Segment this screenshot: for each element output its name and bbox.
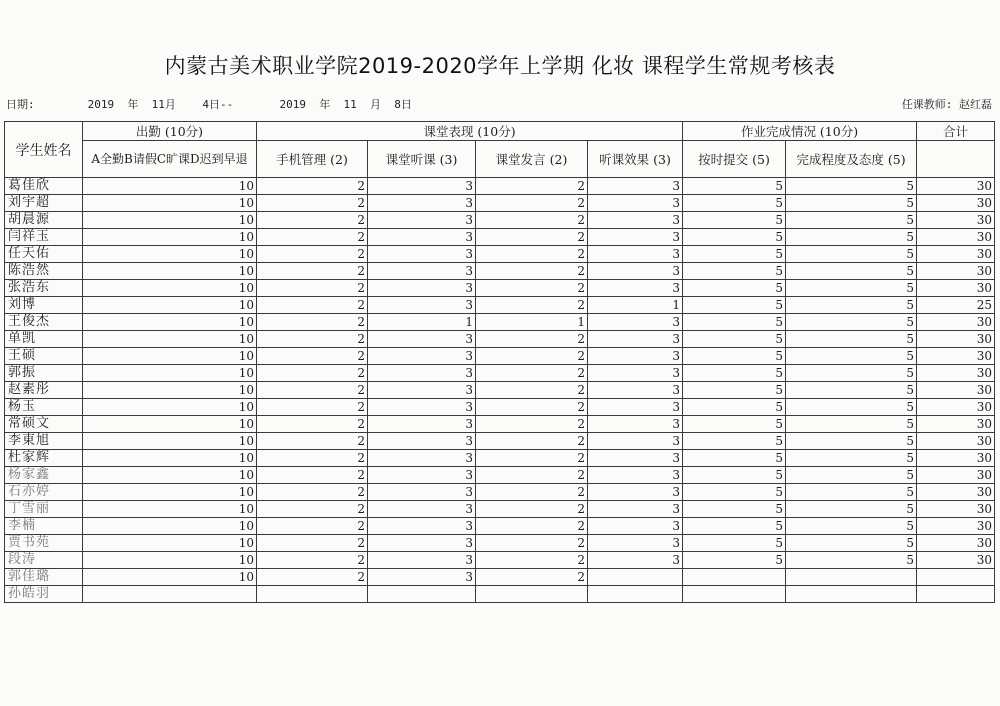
- table-row: [5, 331, 995, 348]
- cell-attendance: 10: [83, 450, 257, 467]
- cell-attendance: 10: [83, 518, 257, 535]
- cell-speaking: 2: [476, 331, 588, 348]
- cell-total: 30: [917, 331, 995, 348]
- header-column-row: [5, 141, 995, 178]
- cell-name: 闫祥玉: [5, 229, 83, 246]
- cell-total: 30: [917, 433, 995, 450]
- cell-total: 30: [917, 552, 995, 569]
- cell-ontime: [683, 586, 786, 603]
- cell-phone: 2: [257, 484, 368, 501]
- table-row: [5, 586, 995, 603]
- cell-ontime: 5: [683, 433, 786, 450]
- table-row: [5, 501, 995, 518]
- cell-name: 刘博: [5, 297, 83, 314]
- cell-phone: 2: [257, 416, 368, 433]
- cell-effect: 3: [588, 280, 683, 297]
- assessment-table: [4, 121, 995, 603]
- cell-attendance: 10: [83, 348, 257, 365]
- cell-speaking: 2: [476, 535, 588, 552]
- cell-quality: [786, 586, 917, 603]
- cell-listening: 3: [368, 382, 476, 399]
- cell-listening: [368, 586, 476, 603]
- cell-speaking: 2: [476, 280, 588, 297]
- cell-quality: 5: [786, 212, 917, 229]
- table-row: [5, 569, 995, 586]
- cell-total: 30: [917, 314, 995, 331]
- cell-speaking: 2: [476, 399, 588, 416]
- header-total-blank: [917, 141, 995, 178]
- cell-quality: 5: [786, 399, 917, 416]
- table-row: [5, 297, 995, 314]
- cell-quality: 5: [786, 263, 917, 280]
- cell-effect: 3: [588, 484, 683, 501]
- cell-quality: 5: [786, 416, 917, 433]
- cell-phone: 2: [257, 263, 368, 280]
- cell-effect: 3: [588, 348, 683, 365]
- cell-ontime: 5: [683, 348, 786, 365]
- cell-total: 30: [917, 178, 995, 195]
- table-row: [5, 263, 995, 280]
- table-row: [5, 552, 995, 569]
- cell-phone: 2: [257, 314, 368, 331]
- cell-effect: 3: [588, 212, 683, 229]
- cell-name: 贾书苑: [5, 535, 83, 552]
- cell-attendance: 10: [83, 382, 257, 399]
- cell-listening: 3: [368, 569, 476, 586]
- cell-name: 李楠: [5, 518, 83, 535]
- cell-attendance: 10: [83, 297, 257, 314]
- table-row: [5, 229, 995, 246]
- cell-name: 任天佑: [5, 246, 83, 263]
- cell-quality: 5: [786, 280, 917, 297]
- cell-effect: [588, 569, 683, 586]
- cell-listening: 3: [368, 433, 476, 450]
- cell-ontime: 5: [683, 365, 786, 382]
- cell-speaking: 2: [476, 416, 588, 433]
- header-listening: 课堂听课 (3): [368, 141, 476, 178]
- document-title: 内蒙古美术职业学院2019-2020学年上学期 化妆 课程学生常规考核表: [164, 54, 836, 78]
- cell-quality: 5: [786, 467, 917, 484]
- cell-name: 郭佳璐: [5, 569, 83, 586]
- cell-listening: 1: [368, 314, 476, 331]
- cell-attendance: 10: [83, 399, 257, 416]
- cell-speaking: 2: [476, 382, 588, 399]
- header-student-name: 学生姓名: [5, 122, 83, 178]
- cell-listening: 3: [368, 365, 476, 382]
- cell-quality: 5: [786, 297, 917, 314]
- cell-phone: 2: [257, 399, 368, 416]
- table-row: [5, 382, 995, 399]
- header-quality: 完成程度及态度 (5): [786, 141, 917, 178]
- cell-quality: 5: [786, 314, 917, 331]
- cell-effect: 3: [588, 382, 683, 399]
- cell-total: [917, 569, 995, 586]
- cell-name: 葛佳欣: [5, 178, 83, 195]
- cell-ontime: 5: [683, 416, 786, 433]
- cell-ontime: [683, 569, 786, 586]
- cell-ontime: 5: [683, 467, 786, 484]
- cell-phone: 2: [257, 433, 368, 450]
- cell-speaking: 2: [476, 484, 588, 501]
- cell-listening: 3: [368, 348, 476, 365]
- cell-effect: 3: [588, 195, 683, 212]
- cell-listening: 3: [368, 450, 476, 467]
- cell-effect: 3: [588, 535, 683, 552]
- table-row: [5, 348, 995, 365]
- cell-quality: 5: [786, 195, 917, 212]
- cell-phone: 2: [257, 552, 368, 569]
- cell-attendance: 10: [83, 229, 257, 246]
- cell-quality: 5: [786, 382, 917, 399]
- table-row: [5, 399, 995, 416]
- cell-total: 30: [917, 348, 995, 365]
- cell-total: 30: [917, 535, 995, 552]
- cell-effect: 3: [588, 450, 683, 467]
- cell-listening: 3: [368, 535, 476, 552]
- header-effect: 听课效果 (3): [588, 141, 683, 178]
- table-row: [5, 195, 995, 212]
- cell-ontime: 5: [683, 280, 786, 297]
- cell-listening: 3: [368, 246, 476, 263]
- cell-speaking: 2: [476, 518, 588, 535]
- cell-ontime: 5: [683, 484, 786, 501]
- cell-speaking: 2: [476, 178, 588, 195]
- cell-listening: 3: [368, 552, 476, 569]
- cell-effect: 3: [588, 246, 683, 263]
- cell-attendance: 10: [83, 535, 257, 552]
- cell-phone: 2: [257, 569, 368, 586]
- cell-total: 30: [917, 416, 995, 433]
- cell-effect: 3: [588, 365, 683, 382]
- cell-quality: 5: [786, 348, 917, 365]
- cell-name: 石亦婷: [5, 484, 83, 501]
- table-row: [5, 212, 995, 229]
- cell-name: 刘宇超: [5, 195, 83, 212]
- cell-listening: 3: [368, 331, 476, 348]
- cell-quality: 5: [786, 365, 917, 382]
- cell-listening: 3: [368, 467, 476, 484]
- cell-ontime: 5: [683, 297, 786, 314]
- cell-ontime: 5: [683, 535, 786, 552]
- cell-total: [917, 586, 995, 603]
- cell-phone: 2: [257, 297, 368, 314]
- cell-listening: 3: [368, 518, 476, 535]
- cell-name: 王硕: [5, 348, 83, 365]
- cell-attendance: 10: [83, 314, 257, 331]
- table-row: [5, 484, 995, 501]
- cell-quality: 5: [786, 518, 917, 535]
- cell-effect: 3: [588, 467, 683, 484]
- cell-name: 胡晨源: [5, 212, 83, 229]
- cell-effect: 3: [588, 399, 683, 416]
- table-body: [5, 178, 995, 603]
- cell-name: 郭振: [5, 365, 83, 382]
- cell-speaking: 2: [476, 263, 588, 280]
- header-group-total: 合计: [917, 122, 995, 141]
- cell-phone: 2: [257, 331, 368, 348]
- cell-phone: 2: [257, 280, 368, 297]
- cell-attendance: 10: [83, 195, 257, 212]
- table-row: [5, 450, 995, 467]
- cell-ontime: 5: [683, 450, 786, 467]
- header-phone: 手机管理 (2): [257, 141, 368, 178]
- cell-name: 孙皓羽: [5, 586, 83, 603]
- cell-total: 30: [917, 518, 995, 535]
- cell-effect: 3: [588, 433, 683, 450]
- cell-attendance: 10: [83, 416, 257, 433]
- header-ontime: 按时提交 (5): [683, 141, 786, 178]
- cell-attendance: [83, 586, 257, 603]
- cell-attendance: 10: [83, 552, 257, 569]
- cell-speaking: 2: [476, 467, 588, 484]
- cell-effect: 3: [588, 518, 683, 535]
- cell-attendance: 10: [83, 467, 257, 484]
- cell-name: 杨玉: [5, 399, 83, 416]
- cell-total: 30: [917, 365, 995, 382]
- cell-total: 30: [917, 467, 995, 484]
- cell-attendance: 10: [83, 501, 257, 518]
- cell-total: 30: [917, 280, 995, 297]
- cell-speaking: 2: [476, 195, 588, 212]
- cell-listening: 3: [368, 297, 476, 314]
- cell-attendance: 10: [83, 365, 257, 382]
- cell-name: 单凯: [5, 331, 83, 348]
- cell-listening: 3: [368, 501, 476, 518]
- cell-ontime: 5: [683, 552, 786, 569]
- table-row: [5, 365, 995, 382]
- cell-quality: 5: [786, 450, 917, 467]
- cell-speaking: [476, 586, 588, 603]
- table-row: [5, 467, 995, 484]
- cell-speaking: 2: [476, 212, 588, 229]
- cell-effect: 3: [588, 552, 683, 569]
- header-group-attendance: 出勤 (10分): [83, 122, 257, 141]
- cell-quality: 5: [786, 535, 917, 552]
- cell-phone: 2: [257, 246, 368, 263]
- cell-name: 丁雪丽: [5, 501, 83, 518]
- cell-name: 陈浩然: [5, 263, 83, 280]
- header-group-row: [5, 122, 995, 141]
- cell-quality: 5: [786, 484, 917, 501]
- cell-phone: 2: [257, 467, 368, 484]
- cell-listening: 3: [368, 263, 476, 280]
- cell-speaking: 2: [476, 365, 588, 382]
- cell-effect: 3: [588, 229, 683, 246]
- cell-quality: 5: [786, 331, 917, 348]
- cell-phone: 2: [257, 178, 368, 195]
- cell-listening: 3: [368, 484, 476, 501]
- cell-speaking: 1: [476, 314, 588, 331]
- cell-phone: 2: [257, 382, 368, 399]
- cell-attendance: 10: [83, 280, 257, 297]
- table-row: [5, 416, 995, 433]
- cell-effect: 3: [588, 331, 683, 348]
- cell-ontime: 5: [683, 518, 786, 535]
- cell-effect: [588, 586, 683, 603]
- cell-speaking: 2: [476, 501, 588, 518]
- cell-ontime: 5: [683, 212, 786, 229]
- cell-name: 赵素彤: [5, 382, 83, 399]
- cell-phone: 2: [257, 518, 368, 535]
- table-row: [5, 246, 995, 263]
- cell-name: 常硕文: [5, 416, 83, 433]
- cell-speaking: 2: [476, 246, 588, 263]
- table-row: [5, 280, 995, 297]
- cell-total: 30: [917, 382, 995, 399]
- cell-total: 30: [917, 246, 995, 263]
- cell-effect: 1: [588, 297, 683, 314]
- cell-speaking: 2: [476, 433, 588, 450]
- cell-total: 30: [917, 450, 995, 467]
- cell-quality: 5: [786, 246, 917, 263]
- header-speaking: 课堂发言 (2): [476, 141, 588, 178]
- cell-name: 王俊杰: [5, 314, 83, 331]
- cell-attendance: 10: [83, 178, 257, 195]
- cell-name: 李東旭: [5, 433, 83, 450]
- cell-quality: [786, 569, 917, 586]
- cell-phone: 2: [257, 450, 368, 467]
- table-row: [5, 433, 995, 450]
- cell-phone: 2: [257, 348, 368, 365]
- cell-total: 25: [917, 297, 995, 314]
- cell-total: 30: [917, 399, 995, 416]
- cell-attendance: 10: [83, 569, 257, 586]
- date-range: 日期: 2019 年 11月 4日-- 2019 年 11 月 8日: [6, 98, 412, 111]
- cell-phone: [257, 586, 368, 603]
- cell-ontime: 5: [683, 263, 786, 280]
- cell-ontime: 5: [683, 382, 786, 399]
- cell-effect: 3: [588, 178, 683, 195]
- cell-phone: 2: [257, 229, 368, 246]
- cell-quality: 5: [786, 178, 917, 195]
- cell-name: 段涛: [5, 552, 83, 569]
- cell-attendance: 10: [83, 212, 257, 229]
- cell-attendance: 10: [83, 263, 257, 280]
- cell-quality: 5: [786, 552, 917, 569]
- cell-quality: 5: [786, 433, 917, 450]
- cell-quality: 5: [786, 229, 917, 246]
- cell-ontime: 5: [683, 314, 786, 331]
- cell-phone: 2: [257, 212, 368, 229]
- cell-attendance: 10: [83, 246, 257, 263]
- cell-phone: 2: [257, 195, 368, 212]
- cell-listening: 3: [368, 195, 476, 212]
- cell-effect: 3: [588, 314, 683, 331]
- cell-ontime: 5: [683, 178, 786, 195]
- cell-attendance: 10: [83, 433, 257, 450]
- cell-speaking: 2: [476, 297, 588, 314]
- cell-total: 30: [917, 229, 995, 246]
- cell-listening: 3: [368, 212, 476, 229]
- cell-speaking: 2: [476, 348, 588, 365]
- cell-listening: 3: [368, 280, 476, 297]
- header-group-homework: 作业完成情况 (10分): [683, 122, 917, 141]
- cell-effect: 3: [588, 416, 683, 433]
- cell-speaking: 2: [476, 569, 588, 586]
- cell-name: 张浩东: [5, 280, 83, 297]
- cell-ontime: 5: [683, 331, 786, 348]
- cell-ontime: 5: [683, 501, 786, 518]
- cell-name: 杨家鑫: [5, 467, 83, 484]
- cell-phone: 2: [257, 365, 368, 382]
- cell-ontime: 5: [683, 195, 786, 212]
- cell-attendance: 10: [83, 484, 257, 501]
- table-row: [5, 178, 995, 195]
- cell-quality: 5: [786, 501, 917, 518]
- cell-total: 30: [917, 263, 995, 280]
- cell-listening: 3: [368, 229, 476, 246]
- cell-phone: 2: [257, 535, 368, 552]
- header-attendance: A全勤B请假C旷课D迟到早退: [83, 141, 257, 178]
- header-group-classroom: 课堂表现 (10分): [257, 122, 683, 141]
- cell-total: 30: [917, 212, 995, 229]
- cell-listening: 3: [368, 399, 476, 416]
- cell-speaking: 2: [476, 552, 588, 569]
- cell-speaking: 2: [476, 229, 588, 246]
- cell-effect: 3: [588, 263, 683, 280]
- table-row: [5, 535, 995, 552]
- cell-total: 30: [917, 195, 995, 212]
- teacher-name: 任课教师: 赵红磊: [901, 98, 992, 111]
- cell-total: 30: [917, 501, 995, 518]
- cell-ontime: 5: [683, 399, 786, 416]
- cell-listening: 3: [368, 178, 476, 195]
- cell-listening: 3: [368, 416, 476, 433]
- table-row: [5, 518, 995, 535]
- table-row: [5, 314, 995, 331]
- cell-total: 30: [917, 484, 995, 501]
- cell-speaking: 2: [476, 450, 588, 467]
- cell-ontime: 5: [683, 229, 786, 246]
- cell-attendance: 10: [83, 331, 257, 348]
- cell-name: 杜家辉: [5, 450, 83, 467]
- cell-effect: 3: [588, 501, 683, 518]
- cell-ontime: 5: [683, 246, 786, 263]
- cell-phone: 2: [257, 501, 368, 518]
